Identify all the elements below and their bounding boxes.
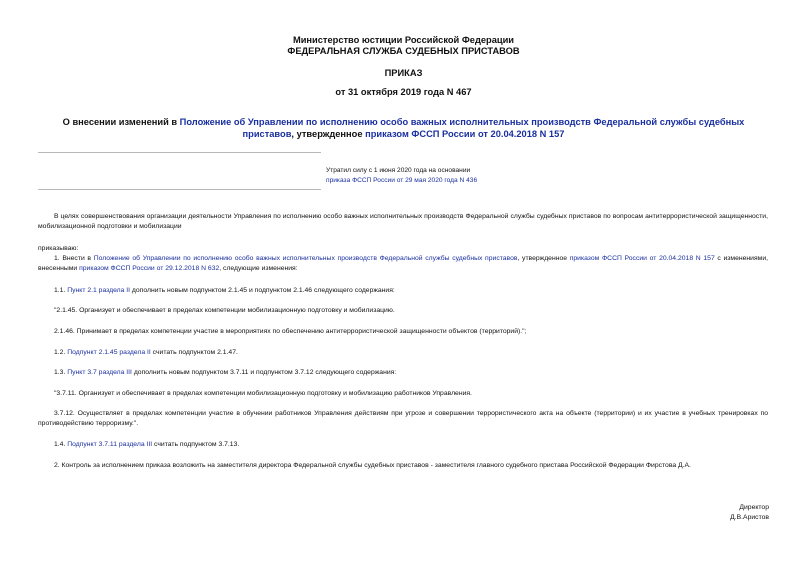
item-1-text-d: , следующие изменения: xyxy=(219,264,298,272)
document-date: от 31 октября 2019 года N 467 xyxy=(335,87,472,97)
document-type: ПРИКАЗ xyxy=(384,68,423,78)
signer-name: Д.В.Аристов xyxy=(730,514,769,521)
status-text: Утратил силу с 1 июня 2020 года на основании xyxy=(326,167,471,174)
quote-3-7-12: 3.7.12. Осуществляет в пределах компетенции участие в обучении работников Управления действиям при угрозе и совершении террористического акта на объекте (территории) и их участие в учебных тренировках по противодействию терроризму.". xyxy=(38,410,768,427)
title-mid: , утвержденное xyxy=(291,129,366,139)
ministry-name: Министерство юстиции Российской Федерации xyxy=(292,35,515,45)
preamble: В целях совершенствования организации деятельности Управления по исполнению особо важных исполнительных производств Федеральной службы судебных приставов по вопросам антитеррористической защищенности, мобилизационной подготовки и мобилизации xyxy=(38,213,768,230)
title-link-regulation[interactable]: Положение об Управлении по исполнению особо важных исполнительных производств Федеральной службы судебных приставов xyxy=(179,117,745,139)
subitem-1-1 xyxy=(38,286,768,296)
subitem-1-2-num: 1.2. xyxy=(54,349,68,356)
item-1-link-order-632[interactable]: приказом ФССП России от 29.12.2018 N 632 xyxy=(79,264,220,272)
subitem-1-2 xyxy=(38,348,768,358)
item-1-text-c: с изменениями, внесенными xyxy=(38,255,769,272)
item-1-link-order-157[interactable]: приказом ФССП России от 20.04.2018 N 157 xyxy=(569,255,715,262)
quote-2-1-45: "2.1.45. Организует и обеспечивает в пределах компетенции мобилизационную подготовку и мобилизацию. xyxy=(54,307,395,314)
item-1-link-regulation[interactable]: Положение об Управлении по исполнению особо важных исполнительных производств Федеральной службы судебных приставов xyxy=(93,255,518,262)
order-word: приказываю: xyxy=(38,245,79,252)
subitem-1-4-link[interactable]: Подпункт 3.7.11 раздела III xyxy=(67,441,153,448)
status-top-rule xyxy=(38,152,321,153)
service-name: ФЕДЕРАЛЬНАЯ СЛУЖБА СУДЕБНЫХ ПРИСТАВОВ xyxy=(287,46,520,56)
status-link-order-436[interactable]: приказа ФССП России от 29 мая 2020 года N 436 xyxy=(326,177,478,184)
subitem-1-1-text: дополнить новым подпунктом 2.1.45 и подпунктом 2.1.46 следующего содержания: xyxy=(130,287,395,294)
title-link-order-157[interactable]: приказом ФССП России от 20.04.2018 N 157 xyxy=(365,129,565,139)
subitem-1-1-link[interactable]: Пункт 2.1 раздела II xyxy=(67,287,131,294)
quote-2-1-46: 2.1.46. Принимает в пределах компетенции участие в мероприятиях по обеспечению антитеррористической защищенности объектов (территорий)."; xyxy=(54,328,527,335)
item-1 xyxy=(38,254,768,274)
subitem-1-2-link[interactable]: Подпункт 2.1.45 раздела II xyxy=(67,349,151,356)
subitem-1-3 xyxy=(38,368,768,378)
status-bottom-rule xyxy=(38,189,321,190)
signer-position: Директор xyxy=(739,504,769,511)
subitem-1-4-num: 1.4. xyxy=(54,441,68,448)
subitem-1-3-link[interactable]: Пункт 3.7 раздела III xyxy=(67,369,132,376)
subitem-1-4-text: считать подпунктом 3.7.13. xyxy=(152,441,240,448)
quote-3-7-11: "3.7.11. Организует и обеспечивает в пределах компетенции мобилизационную подготовку и мобилизацию работников Управления. xyxy=(54,390,472,397)
item-2: 2. Контроль за исполнением приказа возложить на заместителя директора Федеральной службы судебных приставов - заместителя главного судебного пристава Российской Федерации Фирстова Д.А. xyxy=(54,462,691,469)
subitem-1-3-num: 1.3. xyxy=(54,369,68,376)
item-1-text-b: , утвержденное xyxy=(517,255,570,262)
subitem-1-3-text: дополнить новым подпунктом 3.7.11 и подпунктом 3.7.12 следующего содержания: xyxy=(131,369,397,376)
subitem-1-1-num: 1.1. xyxy=(54,287,68,294)
subitem-1-2-text: считать подпунктом 2.1.47. xyxy=(150,349,238,356)
document-title xyxy=(40,116,767,140)
item-1-text-a: 1. Внести в xyxy=(54,255,94,262)
title-prefix: О внесении изменений в xyxy=(62,117,180,127)
subitem-1-4 xyxy=(38,440,768,450)
